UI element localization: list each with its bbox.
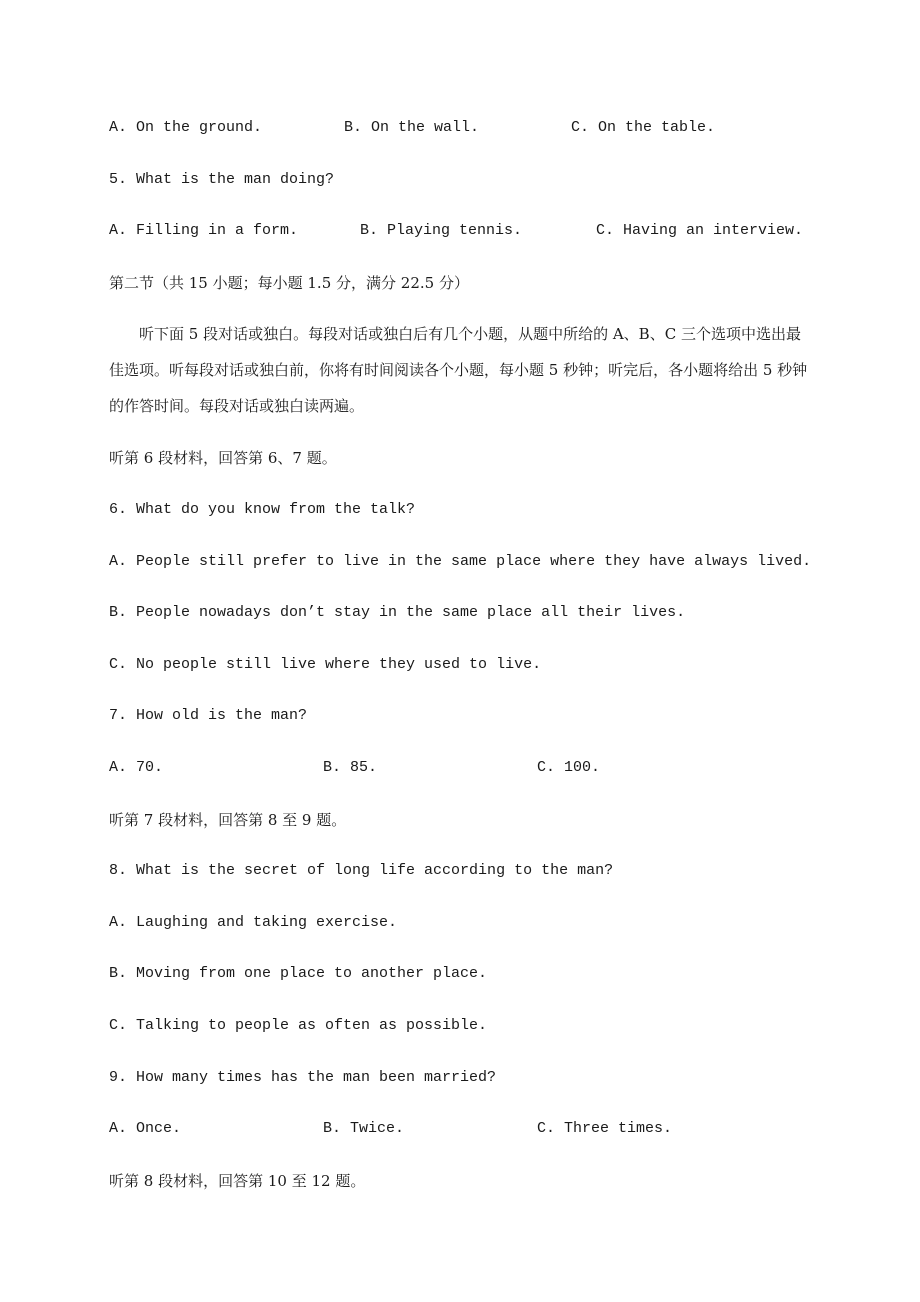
q6-question: 6. What do you know from the talk? [109,501,416,518]
section-heading: 第二节（共 15 小题；每小题 1.5 分，满分 22.5 分） [109,274,469,292]
q7-option-c: C. 100. [537,759,601,776]
q7-option-a: A. 70. [109,759,164,776]
q6-option-c: C. No people still live where they used to live. [109,656,542,673]
part7-label: 听第 7 段材料，回答第 8 至 9 题。 [109,811,347,829]
q8-question: 8. What is the secret of long life according to the man? [109,862,614,879]
q9-option-b: B. Twice. [323,1120,405,1137]
section-instructions: 听下面 5 段对话或独白。每段对话或独白后有几个小题，从题中所给的 A、B、C 三个选项中选出最佳选项。听每段对话或独白前，你将有时间阅读各个小题，每小题 5 秒钟；听完后，各小题将给出 5 秒钟的作答时间。每段对话或独白读两遍。 [109,325,808,415]
q9-question: 9. How many times has the man been married? [109,1069,497,1086]
q4-option-b: B. On the wall. [344,119,480,136]
q4-option-c: C. On the table. [571,119,716,136]
q8-option-a: A. Laughing and taking exercise. [109,914,398,931]
part8-label: 听第 8 段材料，回答第 10 至 12 题。 [109,1172,366,1190]
q5-option-a: A. Filling in a form. [109,222,299,239]
q8-option-b: B. Moving from one place to another place. [109,965,488,982]
q4-option-a: A. On the ground. [109,119,263,136]
q5-option-c: C. Having an interview. [596,222,804,239]
q5-option-b: B. Playing tennis. [360,222,523,239]
q9-option-a: A. Once. [109,1120,182,1137]
q7-question: 7. How old is the man? [109,707,308,724]
part6-label: 听第 6 段材料，回答第 6、7 题。 [109,449,337,467]
q9-option-c: C. Three times. [537,1120,673,1137]
q8-option-c: C. Talking to people as often as possible. [109,1017,488,1034]
q6-option-a: A. People still prefer to live in the same place where they have always lived. [109,553,812,570]
q6-option-b: B. People nowadays don’t stay in the same place all their lives. [109,604,686,621]
q5-question: 5. What is the man doing? [109,171,335,188]
q7-option-b: B. 85. [323,759,378,776]
